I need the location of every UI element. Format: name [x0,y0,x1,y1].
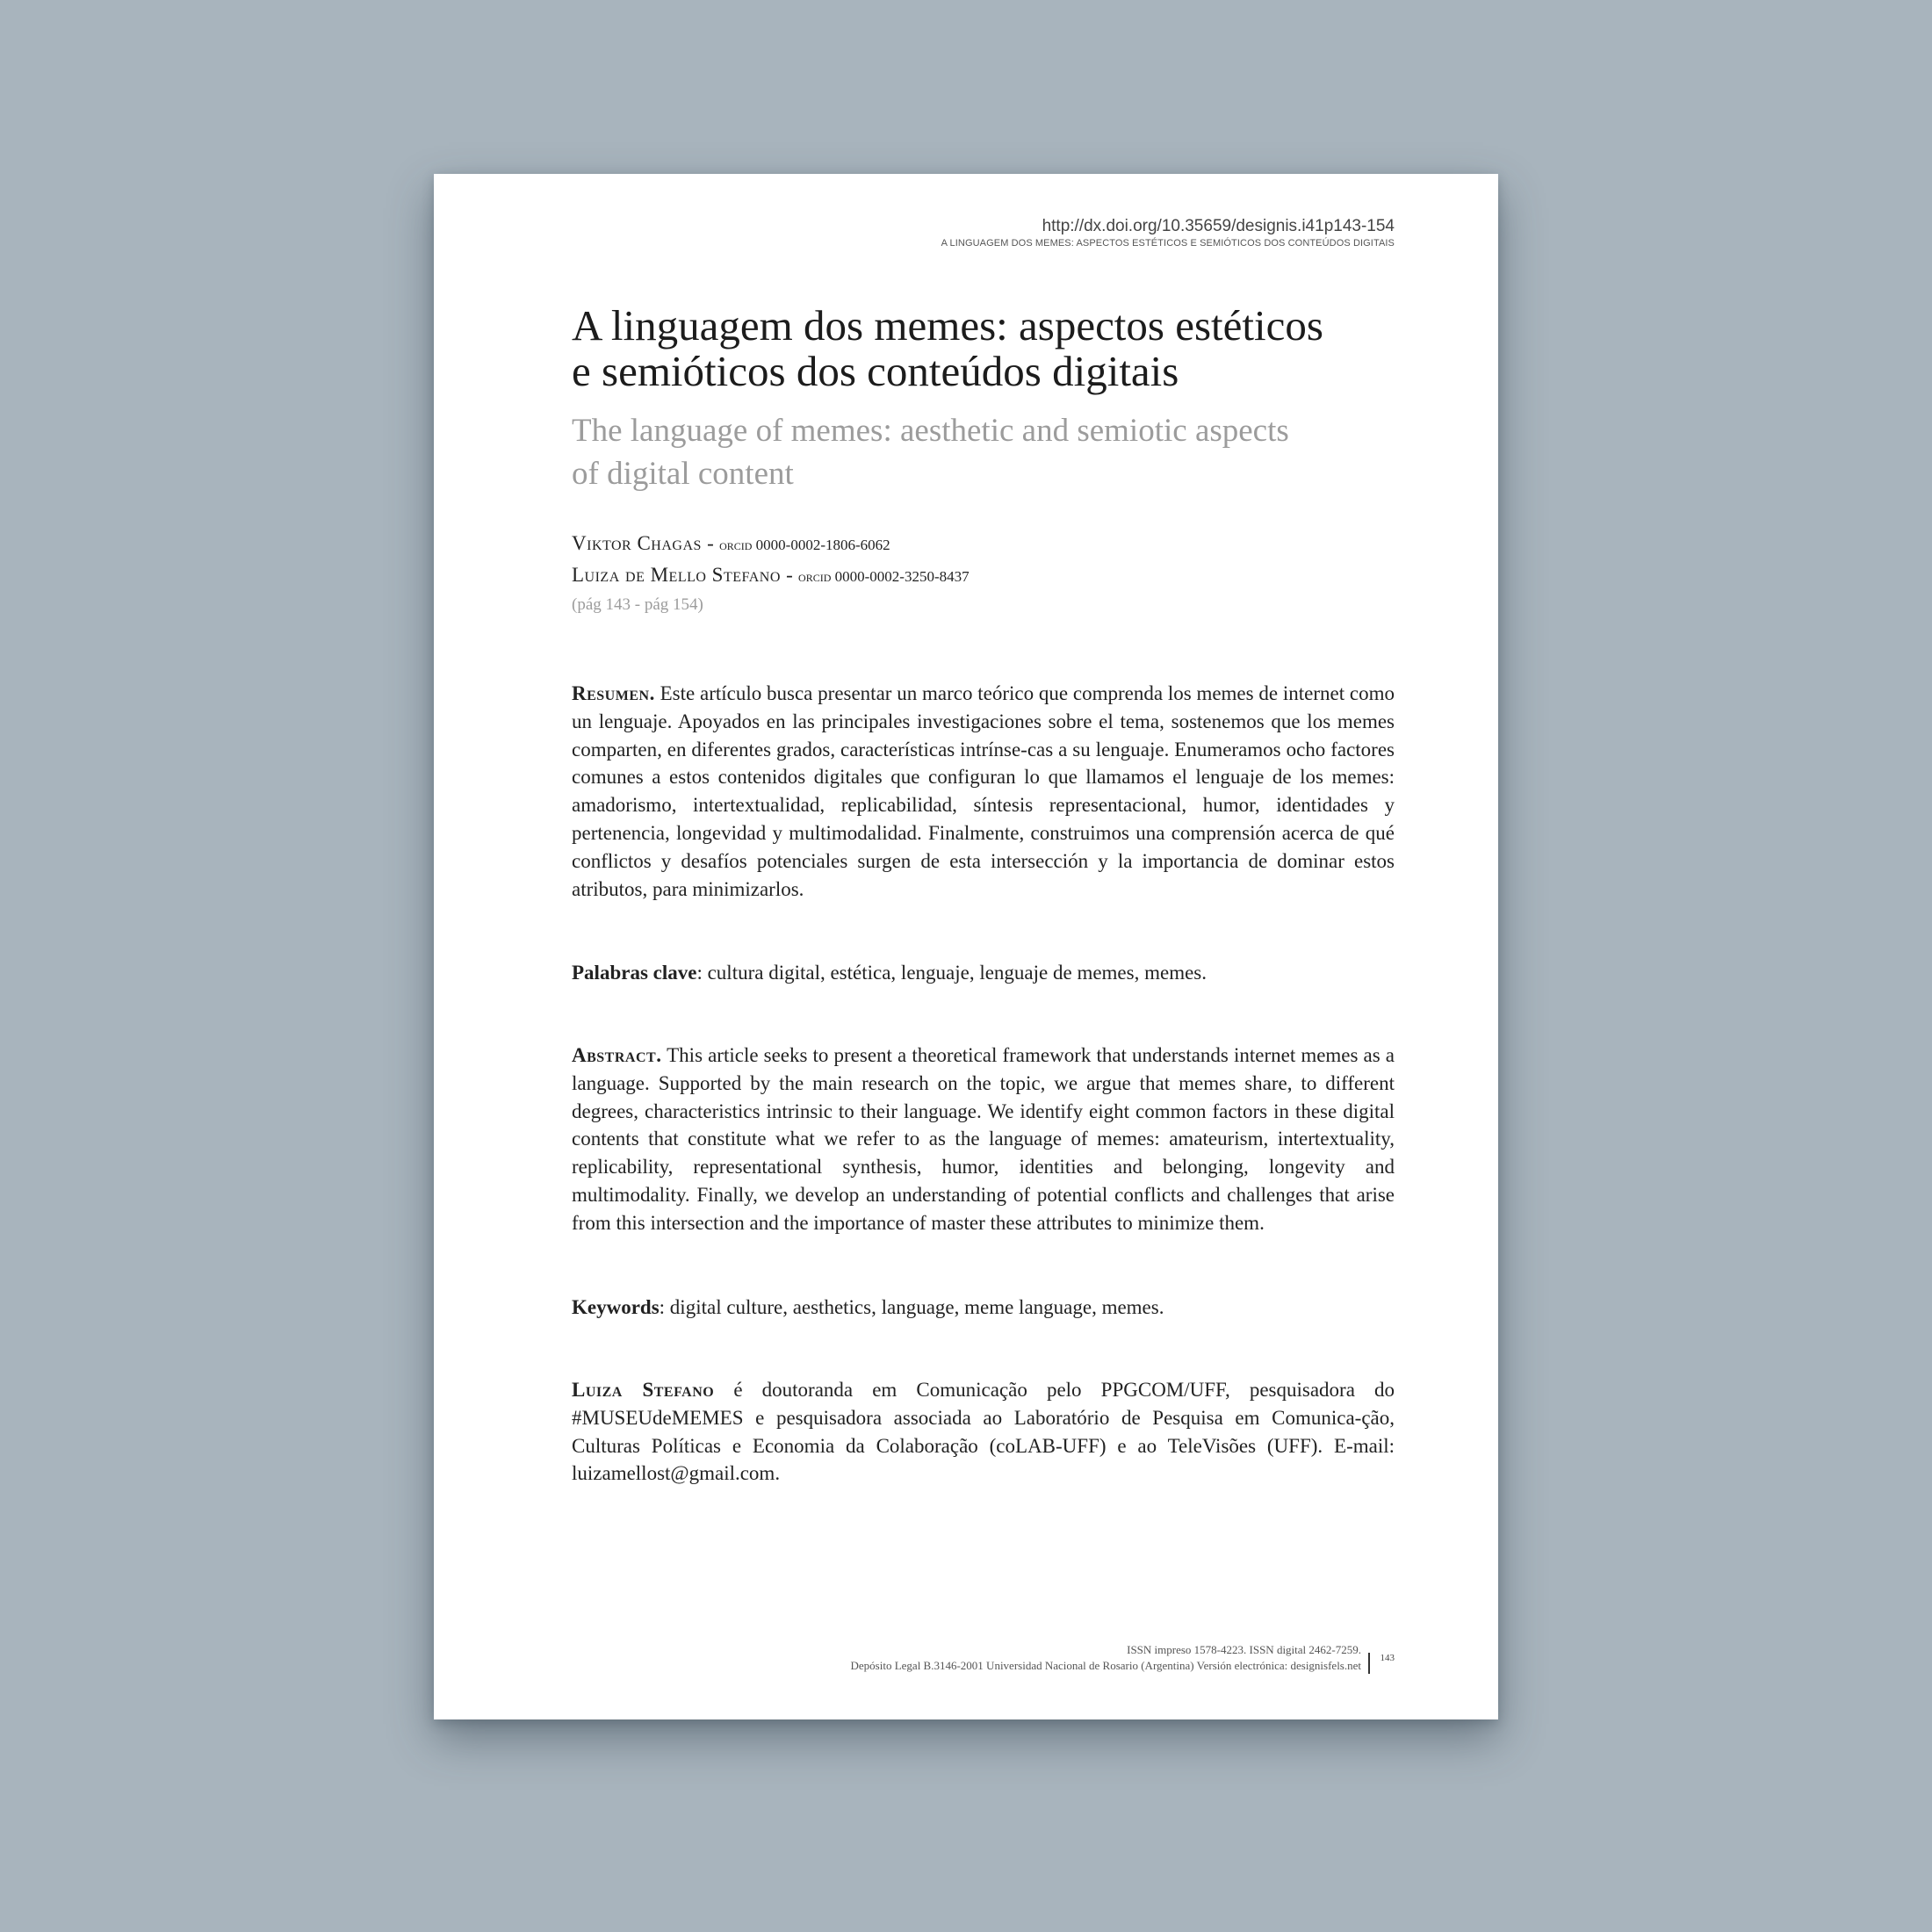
bio-line: ção, Culturas Políticas e Economia da Colaboração (coLAB-UFF) e ao TeleVisões (UFF). [572,1406,1395,1457]
bio-name: Luiza Stefano [572,1379,715,1401]
resumen-line: Este artículo busca presentar un marco teórico que comprenda los memes de [660,682,1279,704]
abstract-line: internet memes as a language. Supported by the main research on the topic, we argue that [572,1044,1395,1094]
orcid-label: orcid [798,568,832,585]
subtitle-line-1: The language of memes: aesthetic and semiotic aspects [572,413,1289,449]
orcid-label: orcid [719,537,753,553]
palabras-clave-text: : cultura digital, estética, lenguaje, lenguaje de memes, memes. [696,962,1207,984]
resumen-line: y desafíos potenciales surgen de esta intersección y la importancia de dominar estos [660,849,1395,872]
keywords-text: : digital culture, aesthetics, language, meme language, memes. [659,1296,1164,1318]
resumen-line: y multimodalidad. Finalmente, construimos una comprensión acerca de qué conflictos [572,821,1395,872]
bio-line: #MUSEUdeMEMES e pesquisadora associada ao Laboratório de Pesquisa em Comunica- [572,1406,1362,1429]
author-name: Viktor Chagas - [572,532,715,554]
resumen-line: replicabilidad, síntesis representacional, humor, identidades y pertenencia, longevidad [572,794,1395,844]
keywords [572,1294,1395,1322]
abstract-line: the importance of master these attributes to minimize them. [783,1211,1265,1234]
resumen-paragraph [572,680,1395,903]
footer-text [851,1642,1361,1674]
document-page [434,174,1498,1719]
abstract-line: language of memes: amateurism, intertextuality, replicability, representational synthesis, [572,1128,1395,1179]
page-range: (pág 143 - pág 154) [572,595,703,614]
author-list [572,529,1395,618]
palabras-clave [572,959,1395,987]
title-line-1: A linguagem dos memes: aspectos estéticos [572,301,1323,350]
abstract-line: understanding of potential conflicts and challenges that arise from this intersection and [572,1183,1395,1234]
resumen-line: cas a su lenguaje. Enumeramos ocho factores comunes a estos contenidos digitales que [572,738,1395,789]
author-entry [572,529,1395,560]
article-subtitle [572,409,1395,495]
page-footer [572,1642,1395,1677]
bio-line: é doutoranda em Comunicação pelo PPGCOM/UFF, pesquisadora do [733,1379,1395,1401]
author-bio [572,1376,1395,1488]
keywords-label: Keywords [572,1296,660,1318]
resumen-line: internet como un lenguaje. Apoyados en las principales investigaciones sobre el tema, [572,682,1395,732]
doi-link[interactable]: http://dx.doi.org/10.35659/designis.i41p143-154 [1042,217,1395,235]
orcid[interactable] [798,568,970,585]
abstract-line: eight common factors in these digital contents that constitute what we refer to as the [572,1099,1395,1150]
abstract-paragraph [572,1042,1395,1237]
issn-line: ISSN impreso 1578-4223. ISSN digital 2462-7259. [1127,1643,1361,1656]
orcid-id: 0000-0002-1806-6062 [755,537,890,553]
resumen-line: atributos, para minimizarlos. [572,877,804,900]
resumen-label: Resumen. [572,682,655,704]
palabras-clave-label: Palabras clave [572,962,697,984]
running-header [572,216,1395,249]
resumen-line: sostenemos que los memes comparten, en diferentes grados, características intrínse- [572,710,1395,761]
orcid[interactable] [719,537,890,553]
abstract-line: humor, identities and belonging, longevity and multimodality. Finally, we develop an [572,1156,1395,1206]
subtitle-line-2: of digital content [572,456,794,492]
author-entry [572,560,1395,592]
orcid-id: 0000-0002-3250-8437 [834,568,970,585]
page-number: 143 [1380,1653,1395,1663]
bio-line: E-mail: luizamellost@gmail.com. [572,1434,1395,1485]
resumen-line: configuran lo que llamamos el lenguaje de los memes: amadorismo, intertextualidad, [572,766,1395,817]
article-title [572,303,1395,394]
author-name: Luiza de Mello Stefano - [572,564,794,586]
running-title: A LINGUAGEM DOS MEMES: ASPECTOS ESTÉTICOS E SEMIÓTICOS DOS CONTEÚDOS DIGITAIS [941,238,1395,249]
legal-line: Depósito Legal B.3146-2001 Universidad Nacional de Rosario (Argentina) Versión electrónica: designisfels.net [850,1659,1361,1672]
title-line-2: e semióticos dos conteúdos digitais [572,347,1179,395]
abstract-line: This article seeks to present a theoretical framework that understands [667,1044,1229,1066]
footer-divider [1368,1653,1370,1674]
abstract-label: Abstract. [572,1044,662,1066]
abstract-line: memes share, to different degrees, characteristics intrinsic to their language. We identify [572,1071,1395,1122]
